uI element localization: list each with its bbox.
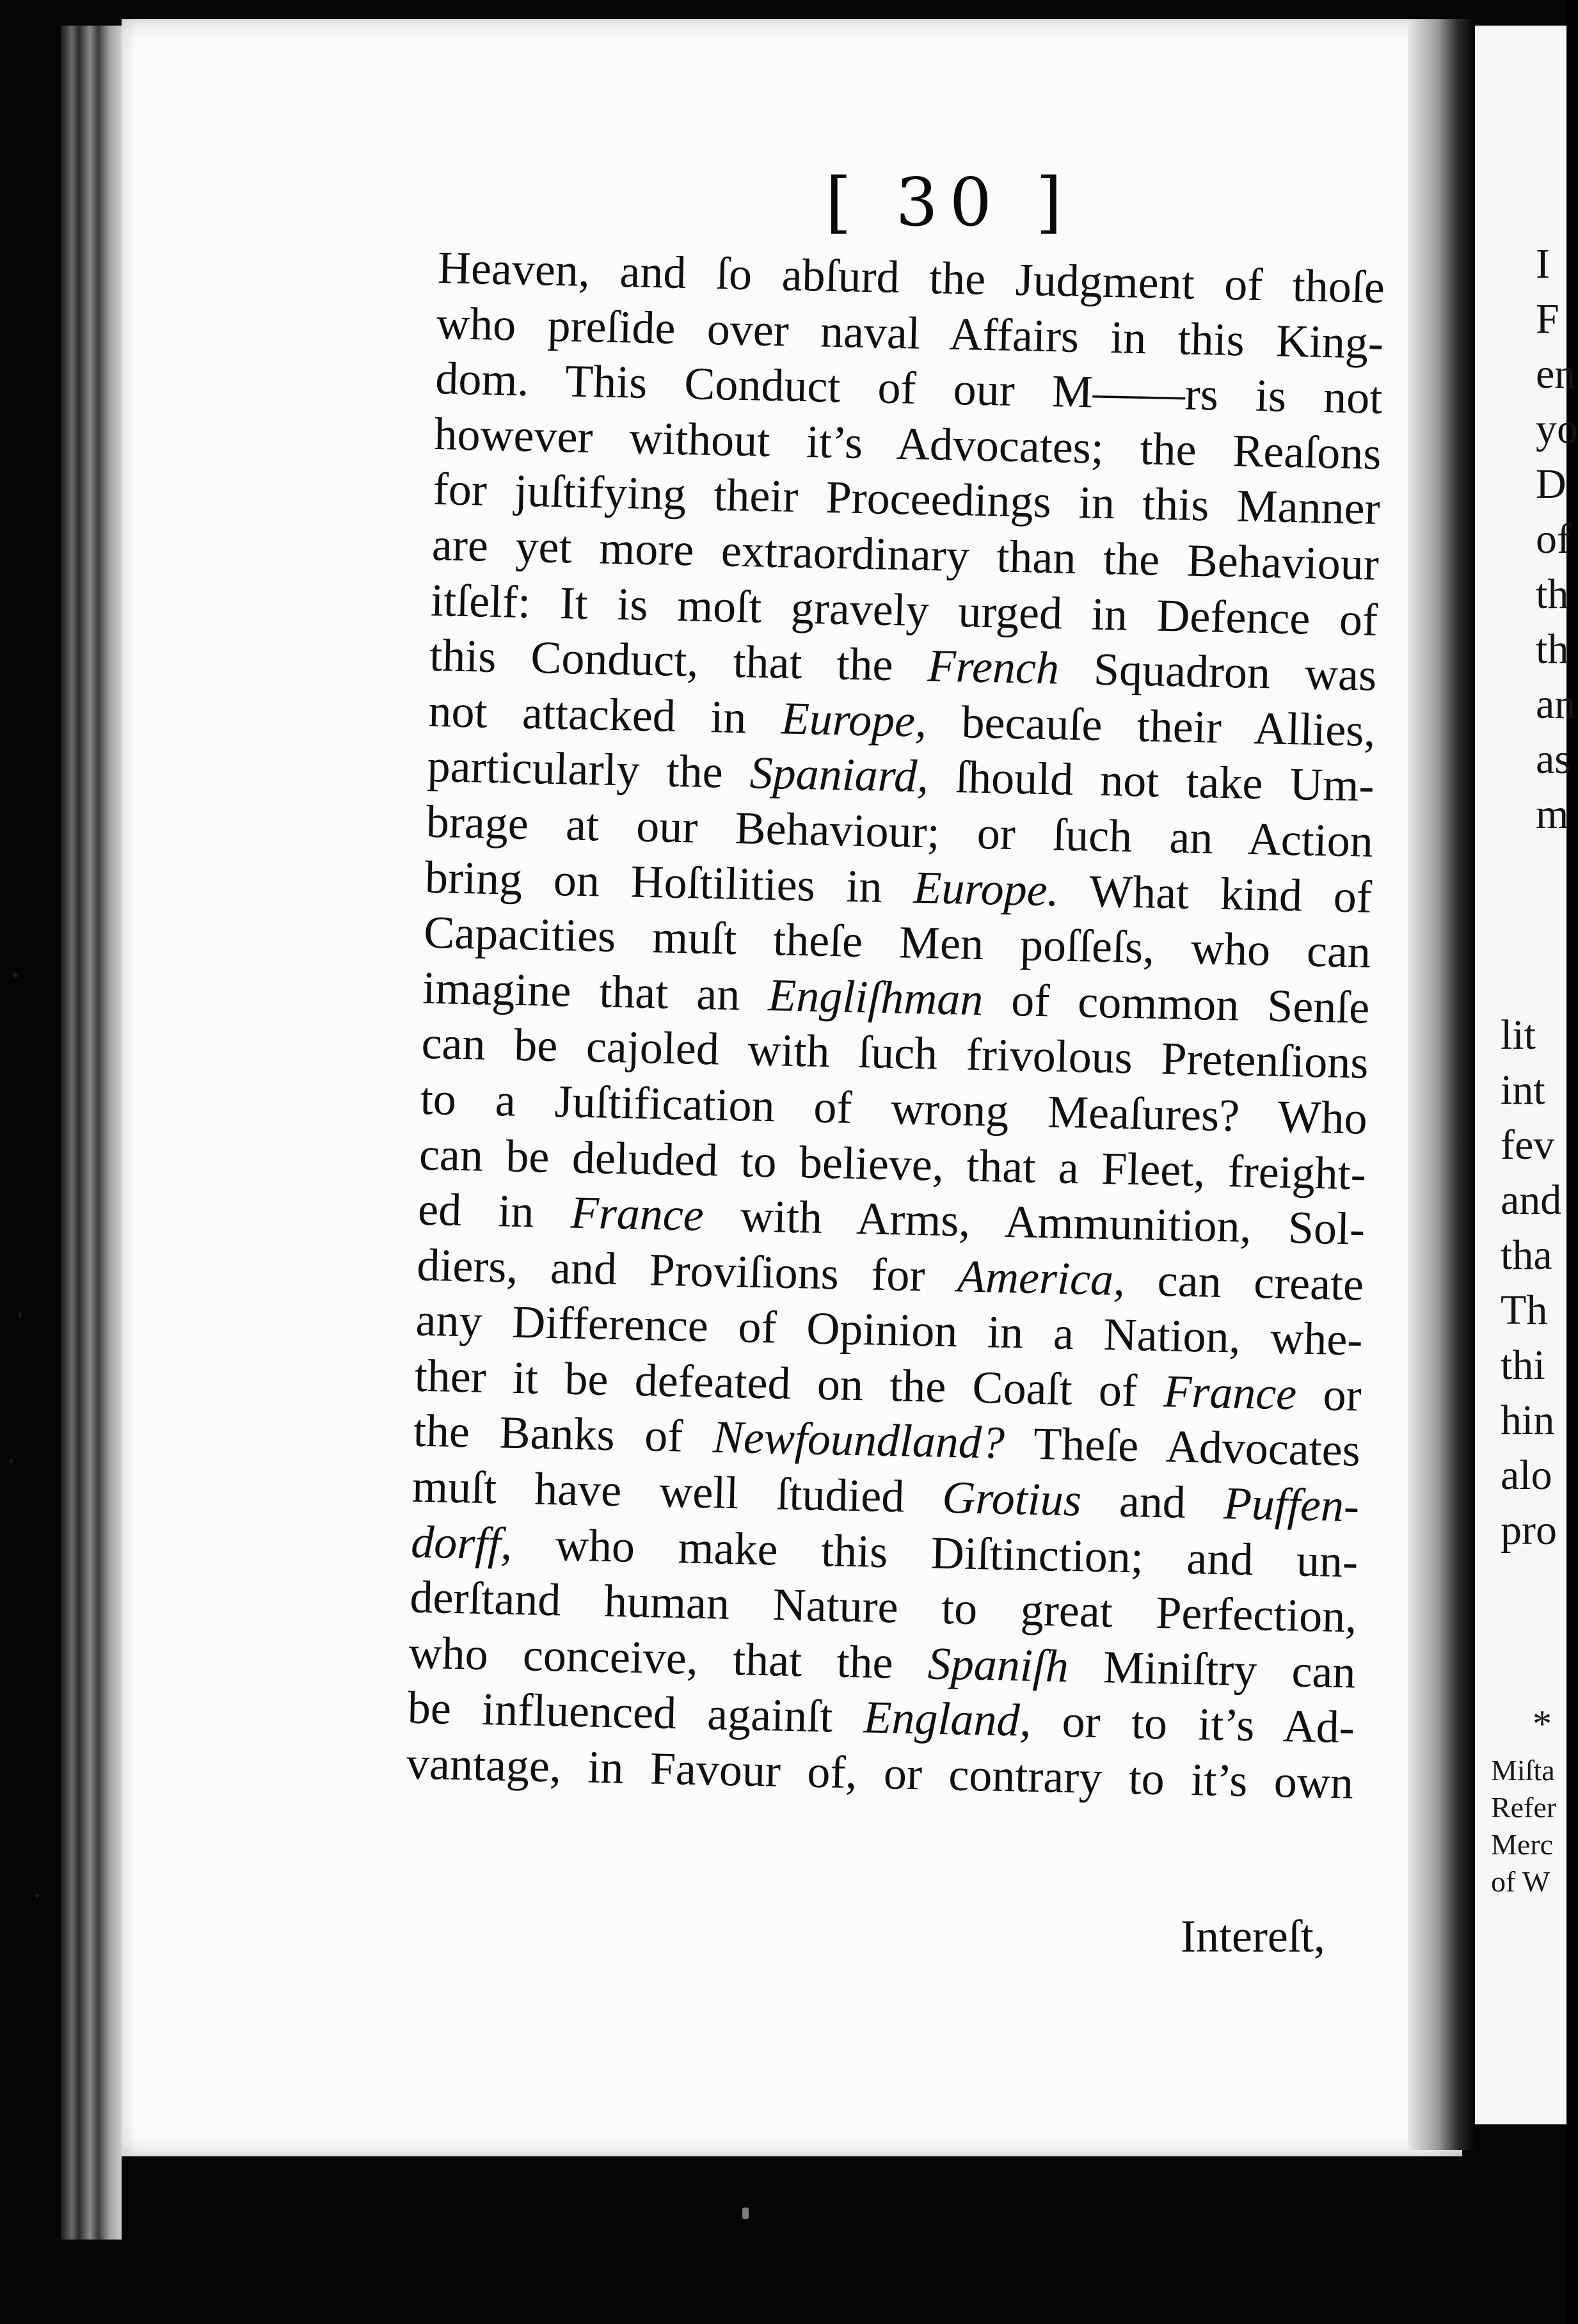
- text-line: be influenced againſt England, or to it’s Ad-: [407, 1682, 1355, 1753]
- text-line: ther it be defeated on the Coaſt of France or: [413, 1349, 1362, 1421]
- facing-text-fragment: th: [1536, 626, 1569, 673]
- facing-text-fragment: Th: [1501, 1287, 1548, 1333]
- text-line: this Conduct, that the French Squadron was: [429, 630, 1377, 701]
- text-line: brage at our Behaviour; or ſuch an Action: [426, 795, 1374, 867]
- text-line: who conceive, that the Spaniſh Miniſtry can: [408, 1627, 1357, 1698]
- text-line: dom. This Conduct of our M——rs is not: [434, 353, 1383, 424]
- facing-text-fragment: I: [1536, 241, 1550, 287]
- facing-text-fragment: thi: [1501, 1342, 1545, 1389]
- text-line: the Banks of Newfoundland? Theſe Advocates: [413, 1405, 1361, 1477]
- scan-speck: [13, 973, 18, 978]
- text-line: ed in France with Arms, Ammunition, Sol-: [417, 1183, 1366, 1255]
- text-line: can be cajoled with ſuch frivolous Pretenſions: [420, 1017, 1369, 1089]
- scan-speck: [18, 1312, 22, 1318]
- facing-text-fragment: int: [1501, 1067, 1545, 1113]
- facing-text-fragment: m: [1536, 791, 1569, 838]
- scan-speck: [35, 1894, 39, 1898]
- facing-footnote-fragment: Miſta: [1491, 1754, 1555, 1787]
- facing-footnote-fragment: Merc: [1491, 1828, 1554, 1861]
- facing-text-fragment: of: [1536, 516, 1571, 562]
- facing-page: [1475, 26, 1578, 2124]
- text-line: for juſtifying their Proceedings in this Manner: [433, 463, 1381, 535]
- facing-footnote-fragment: Refer: [1491, 1791, 1557, 1824]
- facing-text-fragment: an: [1536, 681, 1576, 728]
- book-spine-edge: [61, 26, 122, 2240]
- facing-text-fragment: D: [1536, 461, 1566, 507]
- text-line: vantage, in Favour of, or contrary to it’s own: [406, 1737, 1354, 1809]
- facing-text-fragment: yo: [1536, 406, 1578, 452]
- body-text: [406, 240, 1385, 1811]
- catchword: Intereſt,: [1181, 1911, 1325, 1962]
- text-line: diers, and Proviſions for America, can create: [416, 1239, 1364, 1310]
- text-line: however without it’s Advocates; the Reaſons: [433, 408, 1382, 479]
- scan-speck: [9, 1459, 13, 1463]
- text-line: particularly the Spaniard, ſhould not take Um-: [426, 740, 1375, 812]
- text-line: dorff, who make this Diſtinction; and un-: [410, 1516, 1359, 1588]
- text-line: not attacked in Europe, becauſe their Allies,: [427, 685, 1376, 756]
- facing-text-fragment: as: [1536, 736, 1571, 783]
- facing-text-fragment: alo: [1501, 1452, 1552, 1499]
- facing-text-fragment: and: [1501, 1177, 1562, 1223]
- facing-text-fragment: en: [1536, 351, 1576, 397]
- scan-speck: [742, 2208, 749, 2219]
- page-number: [ 30 ]: [825, 163, 1074, 241]
- page-gutter: [1408, 19, 1475, 2150]
- facing-text-fragment: hin: [1501, 1397, 1555, 1444]
- footnote-marker: *: [1533, 1703, 1552, 1745]
- text-line: Capacities muſt theſe Men poſſeſs, who can: [423, 906, 1371, 978]
- facing-text-fragment: th: [1536, 571, 1569, 617]
- text-line: who preſide over naval Affairs in this King-: [436, 297, 1384, 369]
- text-line: derſtand human Nature to great Perfection,: [409, 1571, 1358, 1643]
- facing-footnote-fragment: of W: [1491, 1865, 1550, 1898]
- facing-text-fragment: pro: [1501, 1507, 1557, 1554]
- text-line: are yet more extraordinary than the Behaviour: [431, 518, 1380, 590]
- text-line: itſelf: It is moſt gravely urged in Defence of: [430, 574, 1378, 646]
- facing-text-fragment: lit: [1501, 1012, 1536, 1058]
- facing-text-fragment: tha: [1501, 1232, 1552, 1278]
- facing-text-fragment: F: [1536, 296, 1559, 342]
- text-line: any Difference of Opinion in a Nation, whe-: [415, 1294, 1364, 1365]
- text-line: can be deluded to believe, that a Fleet, freight-: [418, 1128, 1367, 1200]
- text-line: Heaven, and ſo abſurd the Judgment of thoſe: [437, 241, 1385, 313]
- text-line: to a Juſtification of wrong Meaſures? Who: [420, 1072, 1368, 1144]
- text-line: imagine that an Engliſhman of common Senſe: [422, 962, 1371, 1033]
- text-line: muſt have well ſtudied Grotius and Puffen-: [411, 1460, 1360, 1532]
- facing-text-fragment: fev: [1501, 1122, 1555, 1168]
- text-line: bring on Hoſtilities in Europe. What kind of: [424, 851, 1373, 923]
